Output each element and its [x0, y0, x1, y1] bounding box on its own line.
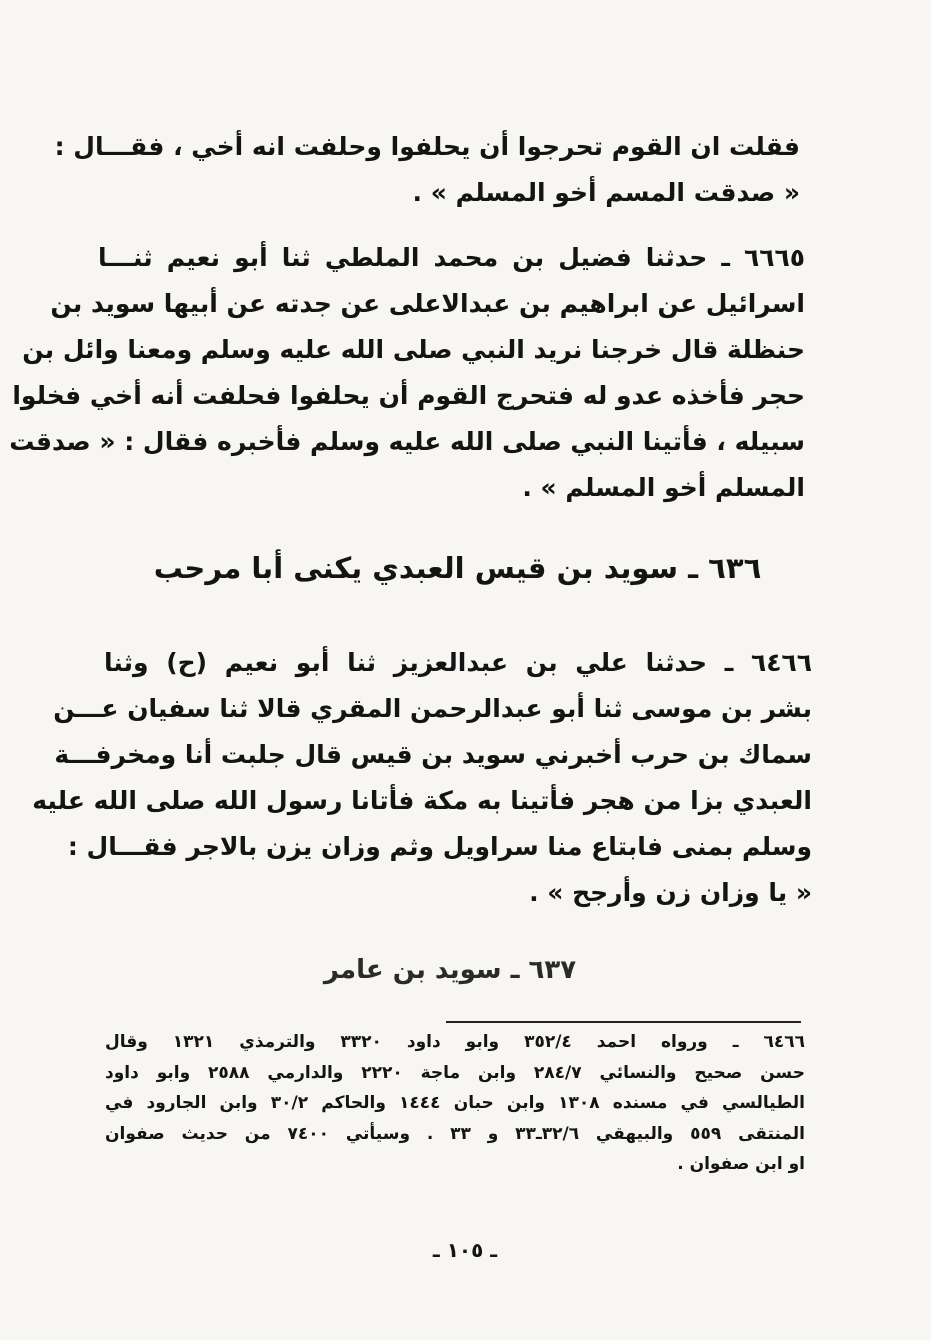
text-line: العبدي بزا من هجر فأتينا به مكة فأتانا رسول الله صلى الله عليه: [32, 786, 812, 815]
page-number: ـ ١٠٥ ـ: [432, 1238, 498, 1262]
text-line: اسرائيل عن ابراهيم بن عبدالاعلى عن جدته عن أبيها سويد بن: [50, 289, 805, 318]
section-heading-637: ٦٣٧ ـ سويد بن عامر: [323, 955, 577, 985]
footnote-divider: [446, 1021, 801, 1023]
footnote-line: ٦٤٦٦ ـ ورواه احمد ٣٥٢/٤ وابو داود ٣٣٢٠ والترمذي ١٣٢١ وقال: [105, 1032, 805, 1052]
text-line: بشر بن موسى ثنا أبو عبدالرحمن المقري قالا ثنا سفيان عـــن: [53, 694, 812, 723]
footnote: [105, 1027, 805, 1180]
text-line: « صدقت المسم أخو المسلم » .: [412, 178, 800, 207]
footnote-line: حسن صحيح والنسائي ٢٨٤/٧ وابن ماجة ٢٢٢٠ والدارمي ٢٥٨٨ وابو داود: [105, 1062, 805, 1083]
text-line: سبيله ، فأتينا النبي صلى الله عليه وسلم فأخبره فقال : « صدقت: [9, 427, 805, 456]
text-line: ٦٦٦٥ ـ حدثنا فضيل بن محمد الملطي ثنا أبو نعيم ثنـــا: [98, 243, 805, 272]
text-line: وسلم بمنى فابتاع منا سراويل وثم وزان يزن بالاجر فقـــال :: [67, 832, 812, 861]
text-line: حجر فأخذه عدو له فتحرج القوم أن يحلفوا فحلفت أنه أخي فخلوا: [12, 381, 805, 410]
hadith-6665: [9, 235, 805, 511]
section-heading-636: ٦٣٦ ـ سويد بن قيس العبدي يكنى أبا مرحب: [153, 551, 762, 585]
footnote-line: المنتقى ٥٥٩ والبيهقي ٣٢/٦ـ٣٣ و ٣٣ . وسيأتي ٧٤٠٠ من حديث صفوان: [105, 1123, 805, 1144]
text-line: المسلم أخو المسلم » .: [522, 473, 805, 502]
text-line: ٦٤٦٦ ـ حدثنا علي بن عبدالعزيز ثنا أبو نعيم (ح) وثنا: [104, 648, 812, 677]
text-line: حنظلة قال خرجنا نريد النبي صلى الله عليه وسلم ومعنا وائل بن: [22, 335, 805, 364]
text-line: سماك بن حرب أخبرني سويد بن قيس قال جلبت أنا ومخرفـــة: [54, 740, 812, 769]
footnote-line: الطيالسي في مسنده ١٣٠٨ وابن حبان ١٤٤٤ والحاكم ٣٠/٢ وابن الجارود في: [105, 1093, 806, 1113]
top-paragraph: [54, 124, 800, 216]
footnote-line: او ابن صفوان .: [677, 1154, 805, 1174]
hadith-6466: [32, 640, 812, 916]
text-line: « يا وزان زن وأرجح » .: [529, 878, 812, 907]
text-line: فقلت ان القوم تحرجوا أن يحلفوا وحلفت انه أخي ، فقـــال :: [54, 132, 800, 161]
